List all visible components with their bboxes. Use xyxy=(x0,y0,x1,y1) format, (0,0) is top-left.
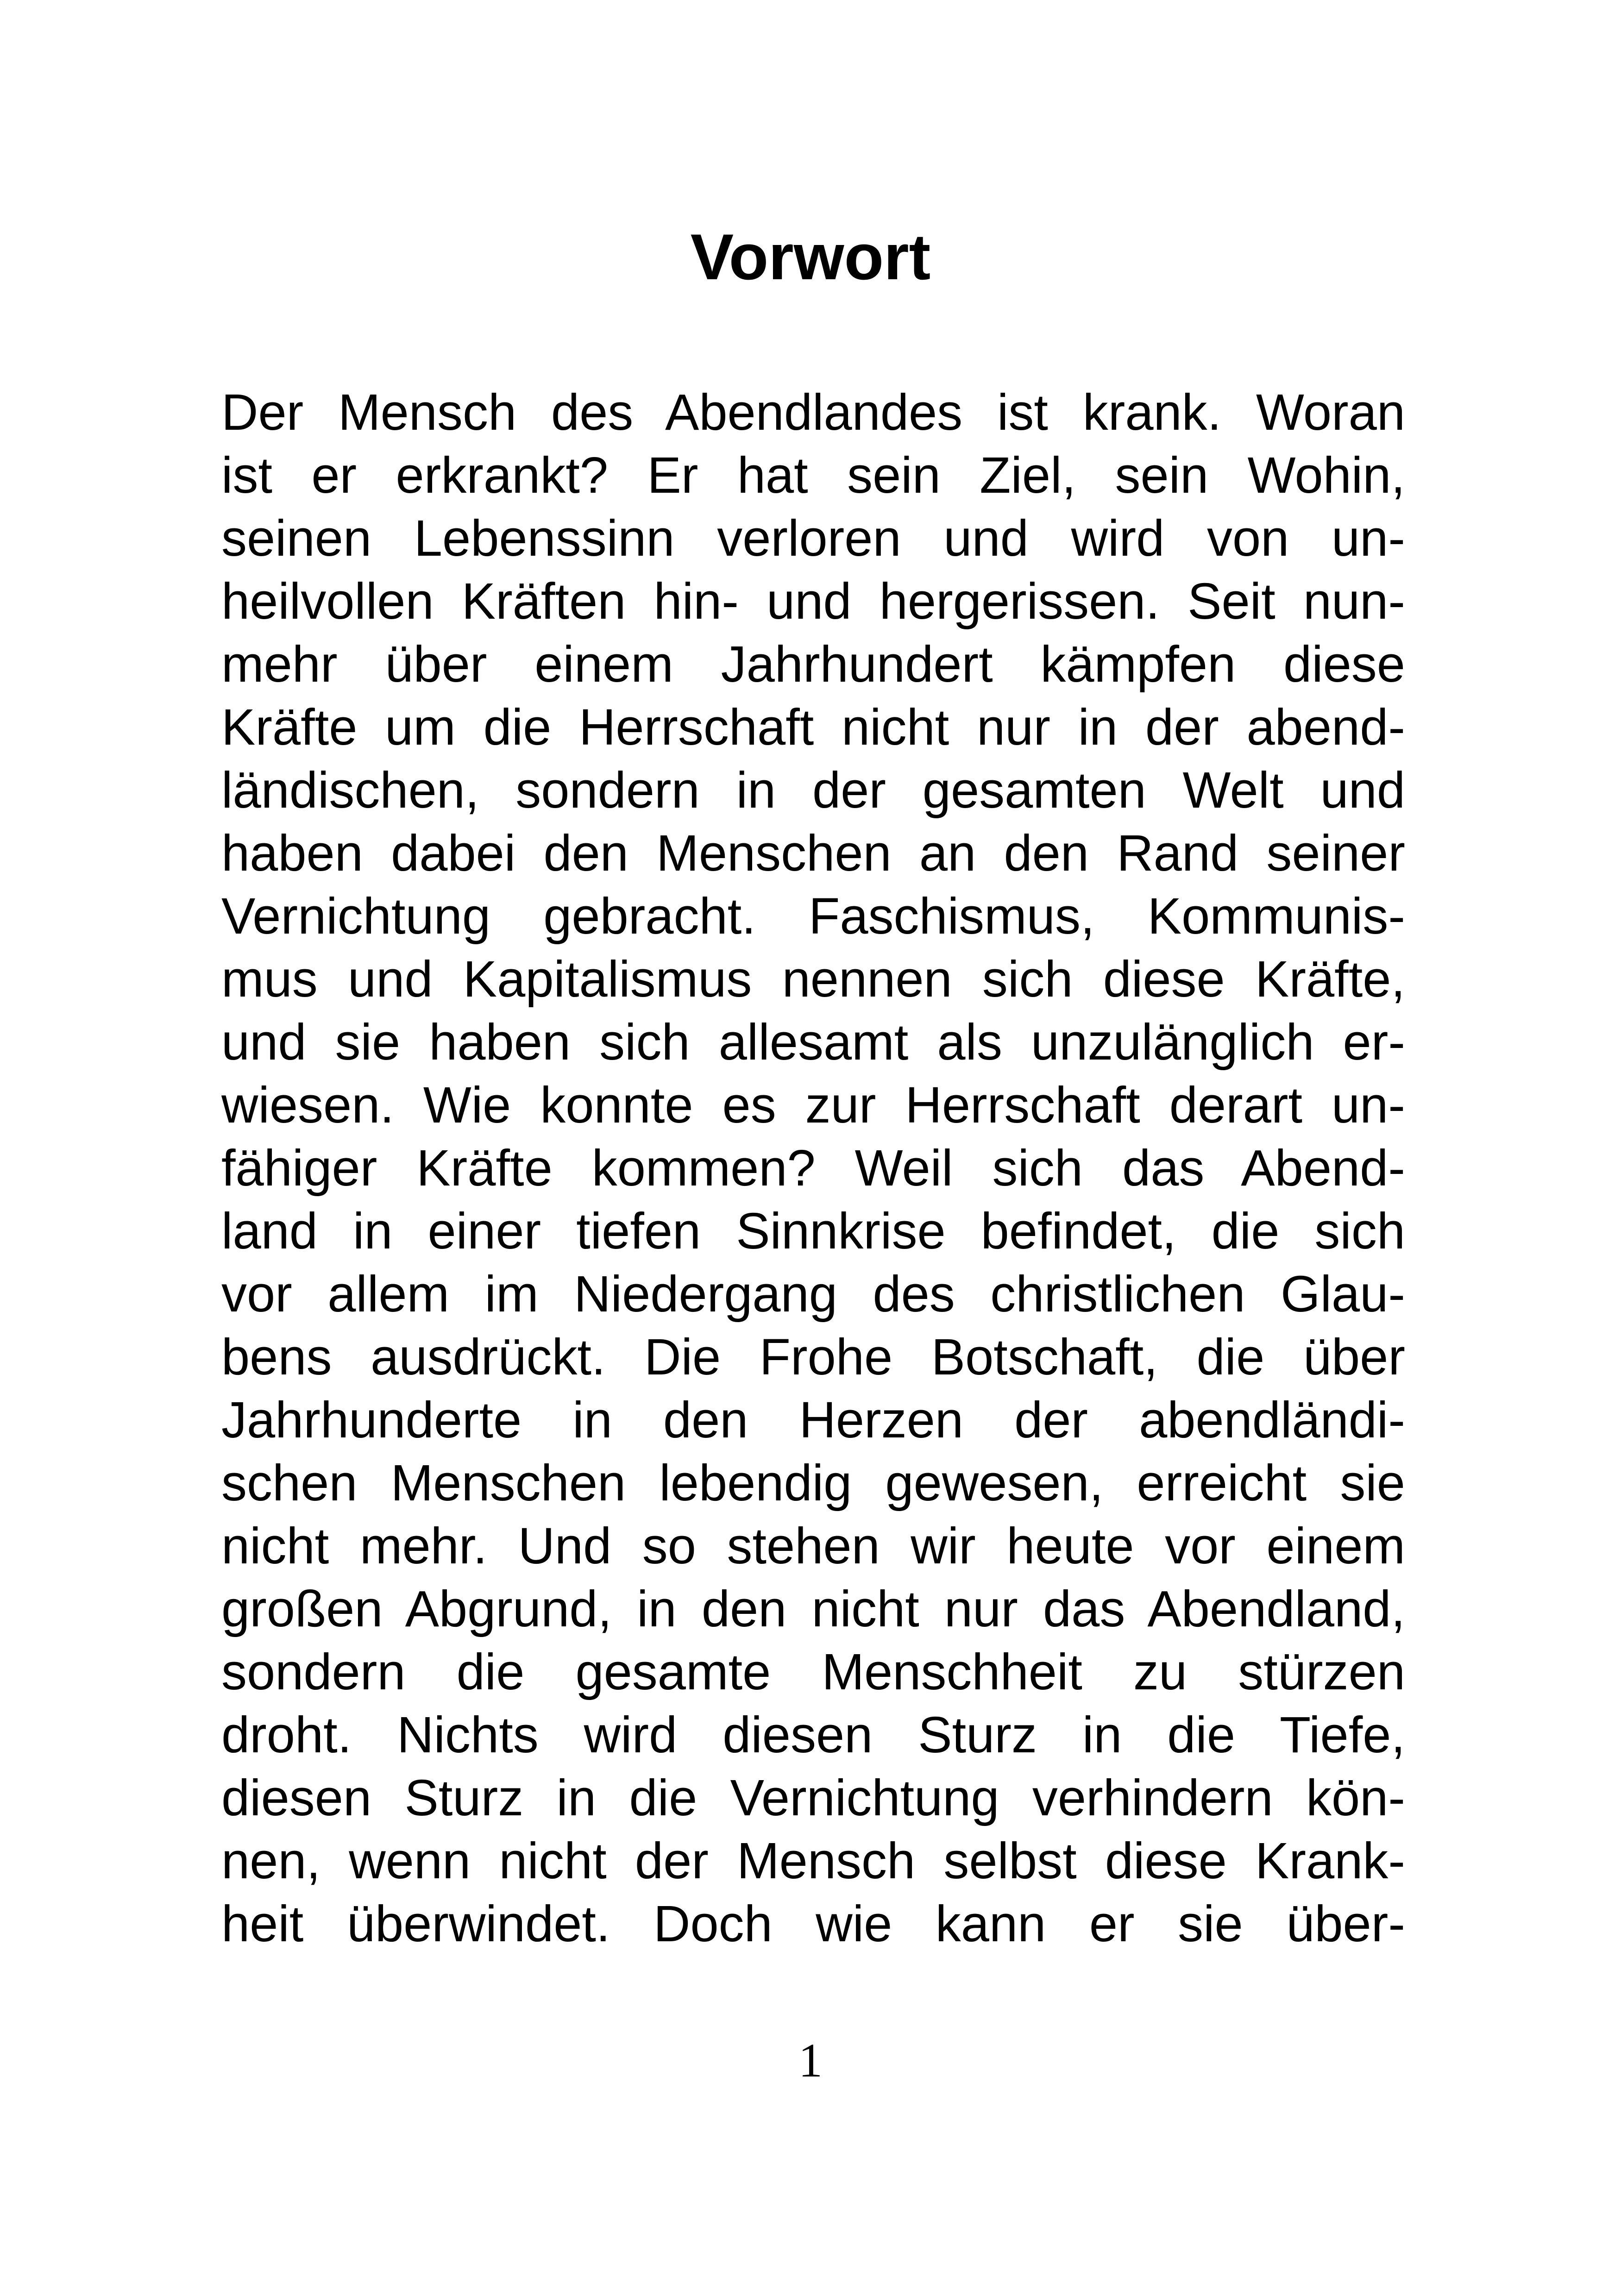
text-line: land in einer tiefen Sinnkrise befindet, die sich xyxy=(221,1203,1405,1260)
text-line: heit überwindet. Doch wie kann er sie über- xyxy=(221,1895,1405,1952)
text-line: haben dabei den Menschen an den Rand seiner xyxy=(221,825,1405,882)
page-title: Vorwort xyxy=(690,220,931,293)
text-line: ländischen, sondern in der gesamten Welt und xyxy=(221,762,1405,819)
text-line: sondern die gesamte Menschheit zu stürzen xyxy=(221,1644,1405,1700)
text-line: droht. Nichts wird diesen Sturz in die Tiefe, xyxy=(221,1706,1405,1763)
text-line: Jahrhunderte in den Herzen der abendländi- xyxy=(221,1392,1405,1449)
text-line: seinen Lebenssinn verloren und wird von un- xyxy=(221,510,1405,567)
text-line: fähiger Kräfte kommen? Weil sich das Abend- xyxy=(221,1140,1405,1197)
page-number: 1 xyxy=(798,2034,823,2087)
text-line: nen, wenn nicht der Mensch selbst diese Krank- xyxy=(221,1832,1405,1889)
text-line: wiesen. Wie konnte es zur Herrschaft derart un- xyxy=(221,1077,1405,1134)
text-line: schen Menschen lebendig gewesen, erreicht sie xyxy=(221,1455,1405,1512)
text-line: großen Abgrund, in den nicht nur das Abendland, xyxy=(221,1581,1405,1637)
text-line: nicht mehr. Und so stehen wir heute vor einem xyxy=(221,1518,1405,1575)
text-line: Der Mensch des Abendlandes ist krank. Woran xyxy=(221,384,1405,441)
text-line: vor allem im Niedergang des christlichen Glau- xyxy=(221,1266,1405,1323)
text-line: mus und Kapitalismus nennen sich diese Kräfte, xyxy=(221,951,1405,1008)
text-line: ist er erkrankt? Er hat sein Ziel, sein Wohin, xyxy=(221,447,1405,504)
text-line: heilvollen Kräften hin- und hergerissen. Seit nun- xyxy=(221,573,1405,630)
text-line: mehr über einem Jahrhundert kämpfen diese xyxy=(221,636,1405,693)
text-line: Vernichtung gebracht. Faschismus, Kommunis- xyxy=(221,888,1405,945)
body-paragraph xyxy=(221,381,1405,1956)
text-line: Kräfte um die Herrschaft nicht nur in der abend- xyxy=(221,699,1405,756)
text-line: und sie haben sich allesamt als unzulänglich er- xyxy=(221,1014,1405,1071)
text-line: diesen Sturz in die Vernichtung verhindern kön- xyxy=(221,1769,1405,1826)
text-line: bens ausdrückt. Die Frohe Botschaft, die über xyxy=(221,1329,1405,1386)
